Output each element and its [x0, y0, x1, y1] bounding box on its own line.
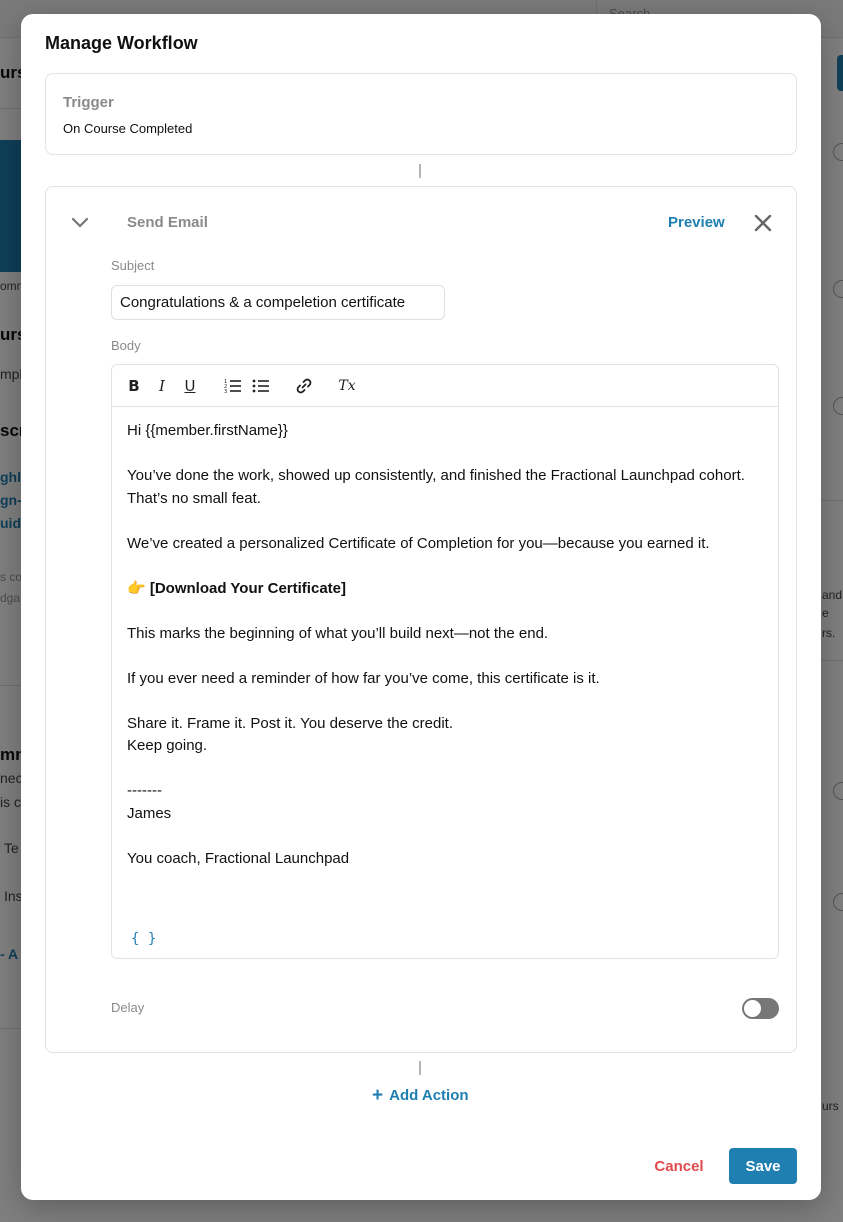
svg-text:1: 1 — [224, 379, 228, 385]
bullet-list-icon — [252, 378, 270, 394]
plus-icon: + — [372, 1085, 384, 1106]
manage-workflow-modal — [21, 14, 821, 1200]
italic-icon: I — [159, 376, 165, 395]
add-action-label: Add Action — [389, 1087, 469, 1104]
body-label: Body — [111, 338, 141, 353]
preview-button[interactable]: Preview — [668, 214, 725, 231]
underline-icon: U — [184, 376, 196, 395]
bold-icon: B — [128, 376, 140, 395]
download-certificate-text: [Download Your Certificate] — [149, 579, 346, 597]
body-line: This marks the beginning of what you’ll build next—not the end. — [127, 624, 549, 642]
body-line: You’ve done the work, showed up consistently, and finished the Fractional Launchpad cohort. That’s no small feat. — [127, 467, 745, 507]
bullet-list-button[interactable] — [251, 376, 271, 396]
add-action-button[interactable] — [372, 1087, 469, 1104]
rich-text-editor[interactable] — [111, 364, 779, 959]
pointing-hand-icon: 👉 — [127, 579, 146, 597]
clear-format-icon: Tx — [338, 378, 356, 394]
body-line: We’ve created a personalized Certificate of Completion for you—because you earned it. — [127, 534, 710, 552]
svg-text:2: 2 — [224, 384, 228, 390]
link-button[interactable] — [294, 376, 314, 396]
underline-button[interactable] — [180, 376, 200, 396]
body-line: Hi {{member.firstName}} — [127, 422, 288, 439]
connector-line — [419, 1061, 421, 1075]
subject-label: Subject — [111, 258, 155, 273]
trigger-card[interactable] — [45, 73, 797, 155]
subject-input[interactable] — [111, 285, 445, 320]
bold-button[interactable] — [124, 376, 144, 396]
download-certificate-link[interactable] — [127, 578, 767, 601]
clear-format-button[interactable] — [337, 376, 357, 396]
action-title: Send Email — [127, 214, 208, 231]
delay-label: Delay — [111, 1000, 145, 1015]
chevron-down-icon[interactable] — [69, 215, 91, 231]
body-line: If you ever need a reminder of how far you’ve come, this certificate is it. — [127, 669, 600, 687]
send-email-action-card — [45, 186, 797, 1053]
email-body[interactable] — [127, 420, 767, 870]
save-button[interactable]: Save — [729, 1148, 797, 1184]
insert-variable-button[interactable]: { } — [131, 931, 157, 947]
body-line: ------- — [127, 782, 162, 799]
trigger-value: On Course Completed — [63, 121, 193, 136]
ordered-list-icon — [224, 378, 242, 394]
svg-text:3: 3 — [224, 389, 228, 394]
toggle-knob — [744, 1000, 761, 1017]
body-line: You coach, Fractional Launchpad — [127, 849, 350, 867]
link-icon — [295, 377, 313, 395]
close-icon[interactable] — [753, 213, 773, 233]
body-line: Keep going. — [127, 737, 208, 754]
connector-line — [419, 164, 421, 178]
trigger-label: Trigger — [63, 94, 114, 111]
editor-toolbar — [112, 365, 778, 407]
body-line: Share it. Frame it. Post it. You deserve the credit. — [127, 714, 453, 732]
italic-button[interactable] — [152, 376, 172, 396]
ordered-list-button[interactable] — [223, 376, 243, 396]
body-line: James — [127, 804, 172, 822]
modal-title: Manage Workflow — [45, 33, 198, 53]
cancel-button[interactable]: Cancel — [654, 1157, 704, 1175]
delay-toggle[interactable] — [742, 998, 779, 1019]
